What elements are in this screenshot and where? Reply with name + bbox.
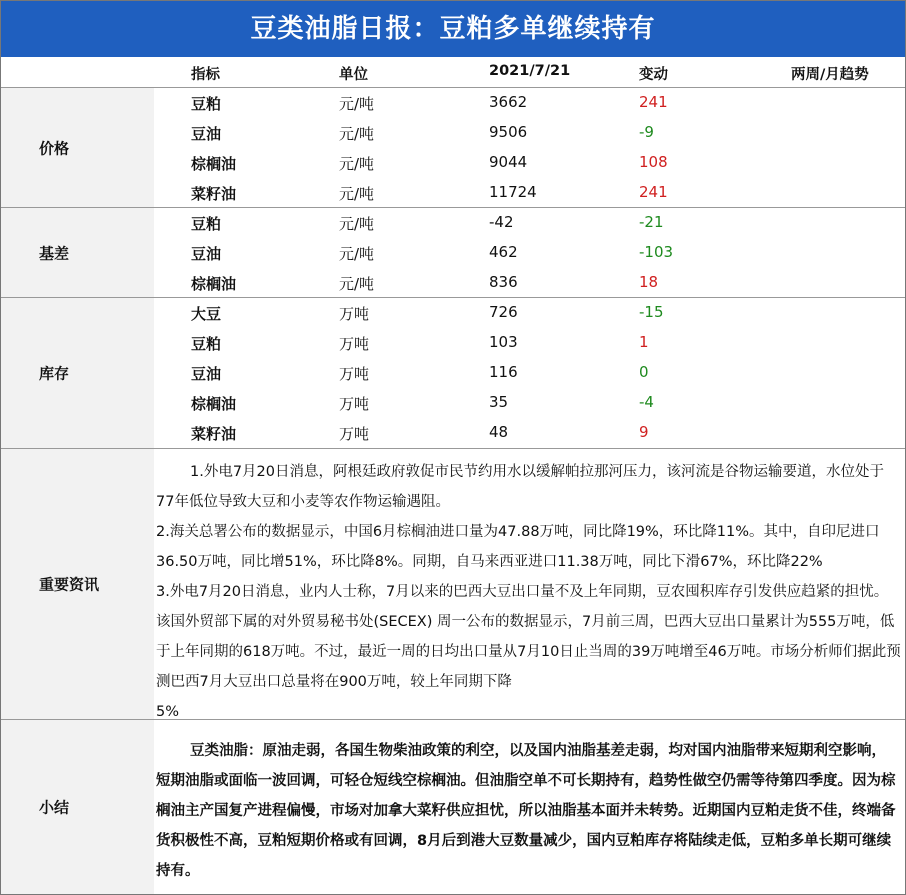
indicator-cell: 豆粕 (191, 215, 222, 233)
indicator-cell: 豆粕 (191, 335, 222, 353)
indicator-cell: 棕榈油 (191, 395, 237, 413)
indicator-cell: 棕榈油 (191, 155, 237, 173)
value-cell: 48 (489, 423, 509, 441)
value-cell: 9506 (489, 123, 528, 141)
unit-cell: 万吨 (339, 305, 370, 323)
indicator-cell: 豆油 (191, 125, 222, 143)
section-label: 基差 (1, 208, 154, 297)
change-cell: 108 (639, 153, 668, 171)
change-cell: -21 (639, 213, 664, 231)
inventory-section (1, 298, 905, 449)
table-row (1, 358, 905, 388)
unit-cell: 元/吨 (339, 275, 375, 293)
indicator-cell: 豆粕 (191, 95, 222, 113)
report-title: 豆类油脂日报：豆粕多单继续持有 (1, 1, 905, 57)
change-cell: -15 (639, 303, 664, 321)
section-label: 重要资讯 (1, 449, 154, 719)
change-cell: 241 (639, 93, 668, 111)
header-unit: 单位 (339, 67, 368, 83)
indicator-cell: 棕榈油 (191, 275, 237, 293)
news-paragraph: 3.外电7月20日消息，业内人士称，7月以来的巴西大豆出口量不及上年同期，豆农囤积库存引发供应趋紧的担忧。该国外贸部下属的对外贸易秘书处(SECEX) 周一公布的数据显示，7月前三周，巴西大豆出口量累计为555万吨，低于上年同期的618万吨。不过，最近一周的日均出口量从7月10日止当周的39万吨增至46万吨。市场分析师们据此预测巴西7月大豆出口总量将在900万吨，较上年同期下降 (156, 584, 901, 690)
indicator-cell: 豆油 (191, 245, 222, 263)
basis-section (1, 208, 905, 298)
summary-content: 豆类油脂：原油走弱，各国生物柴油政策的利空，以及国内油脂基差走弱，均对国内油脂带来短期利空影响，短期油脂或面临一波回调，可轻仓短线空棕榈油。但油脂空单不可长期持有，趋势性做空仍需等待第四季度。因为棕榈油主产国复产进程偏慢，市场对加拿大菜籽供应担忧，所以油脂基本面并未转势。近期国内豆粕走货不佳，终端备货积极性不高，豆粕短期价格或有回调，8月后到港大豆数量减少，国内豆粕库存将陆续走低，豆粕多单长期可继续持有。 (156, 743, 896, 879)
unit-cell: 元/吨 (339, 215, 375, 233)
unit-cell: 元/吨 (339, 95, 375, 113)
value-cell: 9044 (489, 153, 528, 171)
table-row (1, 208, 905, 238)
news-paragraph: 2.海关总署公布的数据显示，中国6月棕榈油进口量为47.88万吨，同比降19%，环比降11%。其中，自印尼进口36.50万吨，同比增51%，环比降8%。同期，自马来西亚进口11.38万吨，同比下滑67%，环比降22% (156, 524, 880, 570)
price-section (1, 88, 905, 208)
section-label: 库存 (1, 298, 154, 448)
value-cell: 35 (489, 393, 509, 411)
header-change: 变动 (639, 67, 668, 83)
section-label: 价格 (1, 88, 154, 207)
value-cell: 3662 (489, 93, 528, 111)
value-cell: 726 (489, 303, 518, 321)
value-cell: 11724 (489, 183, 537, 201)
table-header (1, 57, 905, 88)
indicator-cell: 豆油 (191, 365, 222, 383)
news-content (156, 457, 902, 727)
change-cell: -9 (639, 123, 654, 141)
table-row (1, 88, 905, 118)
table-row (1, 118, 905, 148)
news-section (1, 449, 905, 720)
header-date: 2021/7/21 (489, 63, 571, 79)
table-row (1, 388, 905, 418)
table-row (1, 268, 905, 298)
table-row (1, 298, 905, 328)
news-paragraph: 5% (156, 704, 180, 720)
change-cell: 241 (639, 183, 668, 201)
table-row (1, 328, 905, 358)
value-cell: 836 (489, 273, 518, 291)
header-trend: 两周/月趋势 (791, 67, 869, 83)
unit-cell: 元/吨 (339, 155, 375, 173)
change-cell: 9 (639, 423, 649, 441)
unit-cell: 元/吨 (339, 245, 375, 263)
unit-cell: 万吨 (339, 335, 370, 353)
change-cell: 18 (639, 273, 659, 291)
indicator-cell: 菜籽油 (191, 185, 237, 203)
value-cell: -42 (489, 213, 514, 231)
unit-cell: 万吨 (339, 365, 370, 383)
indicator-cell: 大豆 (191, 305, 222, 323)
change-cell: -4 (639, 393, 654, 411)
unit-cell: 万吨 (339, 395, 370, 413)
table-row (1, 238, 905, 268)
news-paragraph: 1.外电7月20日消息，阿根廷政府敦促市民节约用水以缓解帕拉那河压力，该河流是谷物运输要道，水位处于77年低位导致大豆和小麦等农作物运输遇阻。 (156, 464, 885, 510)
summary-section (1, 720, 905, 894)
section-label: 小结 (1, 720, 154, 894)
table-row (1, 418, 905, 448)
table-row (1, 148, 905, 178)
change-cell: 1 (639, 333, 649, 351)
unit-cell: 元/吨 (339, 125, 375, 143)
unit-cell: 元/吨 (339, 185, 375, 203)
change-cell: 0 (639, 363, 649, 381)
value-cell: 116 (489, 363, 518, 381)
indicator-cell: 菜籽油 (191, 425, 237, 443)
table-row (1, 178, 905, 208)
unit-cell: 万吨 (339, 425, 370, 443)
header-indicator: 指标 (191, 67, 220, 83)
change-cell: -103 (639, 243, 674, 261)
value-cell: 462 (489, 243, 518, 261)
value-cell: 103 (489, 333, 518, 351)
